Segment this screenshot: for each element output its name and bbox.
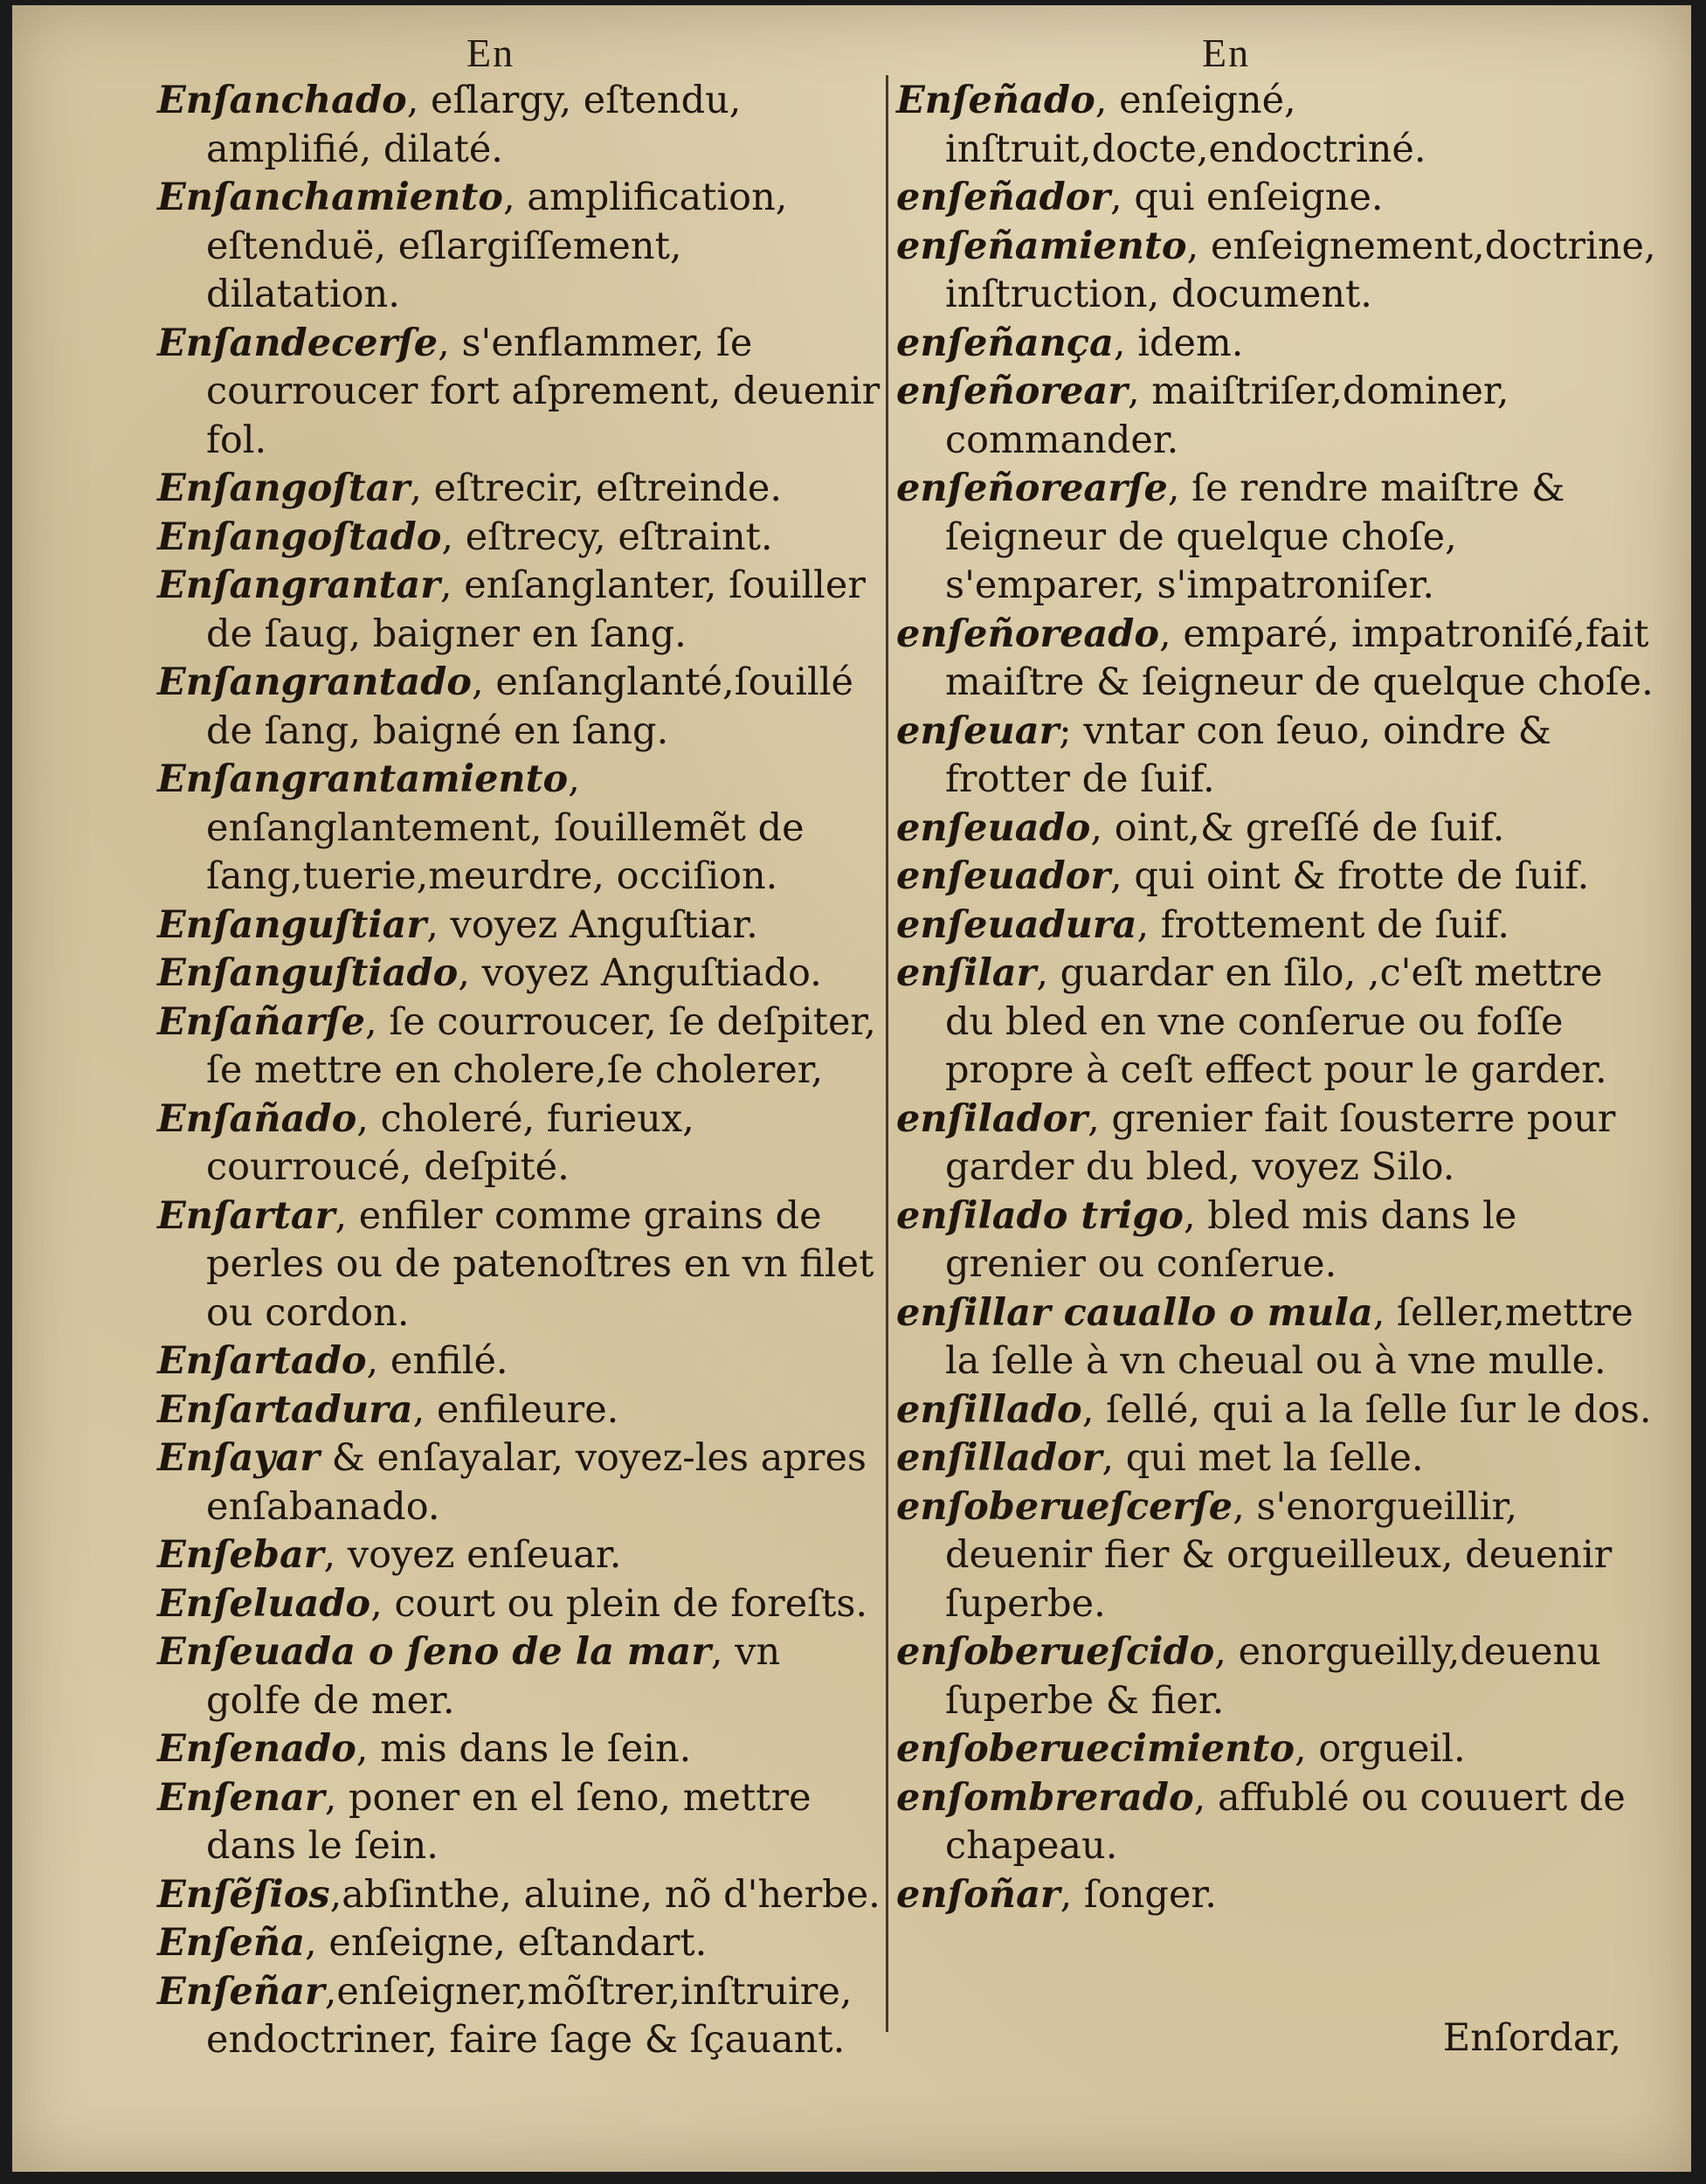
entry-headword: enſeñorear	[896, 370, 1128, 413]
entry-definition: , maiſtriſer,dominer, commander.	[945, 370, 1509, 462]
dictionary-entry	[896, 77, 1656, 174]
entry-headword: enſombrerado	[896, 1775, 1194, 1820]
column-divider	[886, 75, 888, 2032]
entry-definition: , oint,& greſſé de ſuif.	[1090, 805, 1505, 850]
dictionary-entry	[896, 1095, 1656, 1192]
entry-definition: , affublé ou couuert de chapeau.	[945, 1775, 1626, 1868]
entry-definition: , amplification, eſtenduë, eſlargiſſement, dilatation.	[206, 176, 788, 316]
entry-headword: enſeuar	[896, 708, 1060, 753]
dictionary-entry	[157, 174, 882, 320]
dictionary-entry	[896, 1871, 1656, 1920]
dictionary-entry	[157, 1871, 882, 1920]
dictionary-entry	[157, 1192, 882, 1338]
entry-headword: enſilador	[896, 1096, 1088, 1141]
dictionary-entry	[896, 950, 1656, 1095]
entry-headword: enſillado	[896, 1387, 1082, 1432]
entry-definition: , enorgueilly,deuenu ſuperbe & fier.	[945, 1630, 1601, 1723]
dictionary-entry	[157, 1386, 882, 1435]
entry-definition: , enſanglanter, ſouiller de ſaug, baigner en ſang.	[206, 563, 866, 656]
entry-definition: , s'enorgueillir, deuenir fier & orgueilleux, deuenir ſuperbe.	[945, 1484, 1613, 1626]
dictionary-entry	[157, 77, 882, 174]
entry-headword: enſoberueſcerſe	[896, 1484, 1233, 1529]
dictionary-entry	[896, 1386, 1656, 1435]
dictionary-entry	[157, 950, 882, 999]
entry-definition: , qui met la ſelle.	[1102, 1436, 1424, 1480]
dictionary-entry	[896, 368, 1656, 465]
entry-headword: enſeñador	[896, 176, 1111, 219]
dictionary-entry	[896, 1192, 1656, 1289]
entry-definition: , vn golfe de mer.	[206, 1630, 781, 1723]
entry-definition: , ſe courroucer, ſe deſpiter, ſe mettre en cholere,ſe cholerer,	[206, 999, 876, 1092]
dictionary-entry	[157, 1337, 882, 1386]
dictionary-entry	[157, 514, 882, 563]
dictionary-entry	[157, 756, 882, 902]
entry-headword: Enſartado	[157, 1339, 367, 1383]
header-right: En	[1202, 31, 1251, 75]
entry-headword: Enſangrantar	[157, 563, 440, 607]
entry-definition: , voyez Anguſtiar.	[426, 902, 758, 947]
dictionary-entry	[896, 902, 1656, 950]
dictionary-entry	[896, 611, 1656, 708]
entry-headword: Enſanchado	[157, 79, 407, 122]
dictionary-entry	[157, 1919, 882, 1968]
dictionary-entry	[896, 805, 1656, 854]
dictionary-entry	[896, 708, 1656, 805]
dictionary-entry	[896, 1774, 1656, 1871]
dictionary-entry	[896, 853, 1656, 902]
entry-definition: , enfiler comme grains de perles ou de patenoſtres en vn filet ou cordon.	[206, 1193, 874, 1335]
entry-definition: , ſellé, qui a la ſelle ſur le dos.	[1081, 1387, 1652, 1432]
entry-definition: , poner en el ſeno, mettre dans le ſein.	[206, 1775, 812, 1868]
entry-definition: , voyez enſeuar.	[323, 1533, 622, 1577]
dictionary-entry	[896, 1725, 1656, 1774]
dictionary-entry	[157, 902, 882, 950]
entry-headword: Enſangrantado	[157, 660, 472, 704]
entry-headword: Enſenado	[157, 1727, 356, 1771]
entry-definition: ,enſeigner,mõſtrer,inſtruire, endoctriner, faire ſage & ſçauant.	[206, 1969, 853, 2062]
entry-definition: , court ou plein de foreſts.	[370, 1581, 868, 1626]
entry-headword: Enſeñar	[157, 1969, 325, 2014]
dictionary-entry	[157, 1774, 882, 1871]
entry-definition: , enſeignement,doctrine, inſtruction, document.	[945, 224, 1656, 316]
entry-headword: enſeñorearſe	[896, 467, 1168, 510]
dictionary-entry	[157, 1628, 882, 1725]
dictionary-entry	[157, 1434, 882, 1531]
entry-definition: , qui oint & frotte de ſuif.	[1110, 854, 1590, 898]
entry-definition: , eſlargy, eſtendu, amplifié, dilaté.	[206, 79, 742, 171]
dictionary-entry	[896, 1434, 1656, 1483]
entry-definition: ,abſinthe, aluine, nõ d'herbe.	[329, 1872, 881, 1917]
dictionary-entry	[157, 1580, 882, 1629]
header-left: En	[466, 31, 515, 75]
dictionary-entry	[896, 174, 1656, 223]
entry-headword: enſeuador	[896, 854, 1111, 898]
entry-definition: , mis dans le ſein.	[356, 1727, 692, 1771]
entry-definition: , orgueil.	[1295, 1727, 1466, 1771]
entry-headword: Enſẽſios	[157, 1872, 330, 1917]
entry-definition: , s'enflammer, ſe courroucer fort aſprement, deuenir fol.	[206, 321, 881, 462]
dictionary-entry	[896, 1628, 1656, 1725]
entry-headword: enſoñar	[896, 1872, 1060, 1917]
dictionary-entry	[157, 562, 882, 659]
entry-definition: , emparé, impatroniſé,fait maiſtre & ſeigneur de quelque choſe.	[945, 612, 1654, 704]
entry-headword: Enſartar	[157, 1193, 335, 1238]
entry-headword: Enſañado	[157, 1096, 357, 1141]
entry-definition: , voyez Anguſtiado.	[458, 951, 822, 995]
entry-headword: Enſeuada o ſeno de la mar	[157, 1630, 711, 1674]
entry-headword: enſillar cauallo o mula	[896, 1290, 1373, 1335]
entry-definition: ; vntar con ſeuo, oindre & frotter de ſuif.	[945, 708, 1551, 801]
entry-headword: Enſeña	[157, 1921, 306, 1965]
entry-definition: , guardar en ſilo, ,c'eſt mettre du bled en vne conſerue ou foſſe propre à ceſt effect pour le garder.	[945, 951, 1607, 1092]
left-column	[157, 77, 882, 2065]
entry-headword: enſoberuecimiento	[896, 1727, 1295, 1771]
entry-headword: Enſanguſtiado	[157, 951, 459, 995]
dictionary-entry	[157, 999, 882, 1095]
entry-headword: Enſayar	[157, 1436, 320, 1480]
entry-headword: enſeuado	[896, 805, 1091, 850]
entry-headword: Enſanguſtiar	[157, 902, 427, 947]
dictionary-entry	[896, 1483, 1656, 1629]
entry-headword: Enſandecerſe	[157, 321, 439, 365]
entry-headword: enſeuadura	[896, 902, 1137, 947]
entry-definition: , grenier fait ſousterre pour garder du bled, voyez Silo.	[945, 1096, 1616, 1189]
dictionary-entry	[157, 1725, 882, 1774]
entry-headword: enſilar	[896, 951, 1037, 995]
dictionary-entry	[896, 320, 1656, 369]
dictionary-entry	[157, 465, 882, 514]
dictionary-entry	[896, 465, 1656, 611]
entry-headword: Enſañarſe	[157, 999, 366, 1044]
dictionary-entry	[157, 659, 882, 756]
entry-headword: Enſebar	[157, 1533, 324, 1577]
entry-headword: enſeñança	[896, 321, 1114, 365]
dictionary-entry	[896, 1289, 1656, 1386]
entry-headword: Enſangoſtar	[157, 467, 411, 510]
entry-definition: , qui enſeigne.	[1110, 176, 1384, 219]
entry-headword: enſeñamiento	[896, 224, 1187, 268]
book-page	[12, 5, 1691, 2172]
dictionary-entry	[157, 1531, 882, 1580]
entry-headword: Enſeñado	[896, 79, 1095, 122]
entry-definition: , idem.	[1113, 321, 1244, 365]
entry-definition: , enfilé.	[366, 1339, 508, 1383]
entry-headword: Enſartadura	[157, 1387, 413, 1432]
entry-definition: , bled mis dans le grenier ou conſerue.	[945, 1193, 1517, 1286]
entry-headword: enſilado trigo	[896, 1193, 1184, 1238]
entry-definition: , eſtrecir, eſtreinde.	[410, 467, 783, 510]
entry-definition: , choleré, furieux, courroucé, deſpité.	[206, 1096, 694, 1189]
entry-definition: , eſtrecy, eſtraint.	[441, 515, 773, 559]
entry-definition: , enſanglantement, ſouillemẽt de ſang,tuerie,meurdre, occiſion.	[206, 757, 805, 898]
entry-definition: & enſayalar, voyez-les apres enſabanado.	[206, 1436, 867, 1529]
entry-definition: , ſe rendre maiſtre & ſeigneur de quelque choſe, s'emparer, s'impatroniſer.	[945, 467, 1565, 607]
entry-headword: enſoberueſcido	[896, 1630, 1215, 1674]
entry-definition: , enſanglanté,ſouillé de ſang, baigné en ſang.	[206, 660, 853, 753]
entry-headword: Enſangrantamiento	[157, 757, 569, 801]
dictionary-entry	[157, 320, 882, 466]
entry-headword: enſillador	[896, 1436, 1102, 1480]
entry-headword: Enſeluado	[157, 1581, 371, 1626]
entry-definition: , enſeigne, eſtandart.	[305, 1921, 708, 1965]
entry-definition: , enſeigné, inſtruit,docte,endoctriné.	[945, 79, 1426, 171]
entry-definition: , ſonger.	[1060, 1872, 1217, 1917]
entry-headword: Enſanchamiento	[157, 176, 503, 219]
entry-definition: , enfileure.	[412, 1387, 619, 1432]
right-column	[896, 77, 1656, 1919]
entry-headword: Enſangoſtado	[157, 515, 442, 559]
entry-definition: , frottement de ſuif.	[1136, 902, 1510, 947]
dictionary-entry	[157, 1095, 882, 1192]
dictionary-entry	[896, 223, 1656, 320]
entry-headword: Enſenar	[157, 1775, 325, 1820]
entry-definition: , ſeller,mettre la ſelle à vn cheual ou à vne mulle.	[945, 1290, 1633, 1383]
dictionary-entry	[157, 1968, 882, 2065]
catchword: Enſordar,	[1442, 2016, 1621, 2060]
entry-headword: enſeñoreado	[896, 612, 1160, 656]
